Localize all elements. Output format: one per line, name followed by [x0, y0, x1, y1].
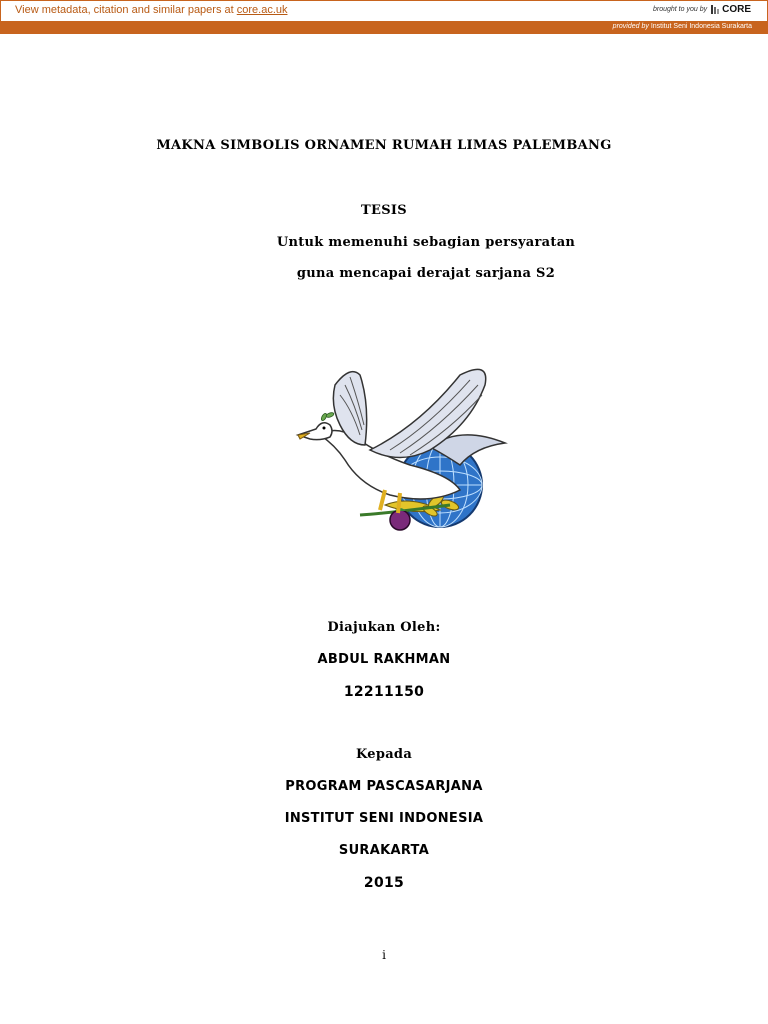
purpose-line-2: guna mencapai derajat sarjana S2 [296, 266, 556, 281]
core-link-prefix: View metadata, citation and similar papers at [15, 4, 237, 16]
city-name: SURAKARTA [338, 843, 430, 858]
core-metadata-link-text [15, 4, 288, 16]
institution-name: INSTITUT SENI INDONESIA [284, 811, 484, 826]
core-brought-by [653, 4, 751, 15]
provided-institution: Institut Seni Indonesia Surakarta [650, 23, 752, 30]
provided-by-text [613, 23, 752, 30]
submitted-by-label: Diajukan Oleh: [327, 620, 441, 635]
brought-by-text: brought to you by [653, 6, 708, 13]
core-logo-icon [710, 4, 720, 15]
bird-globe-logo-icon [290, 355, 510, 535]
core-provided-bar [0, 21, 768, 34]
core-logo[interactable] [710, 4, 751, 15]
year: 2015 [363, 875, 405, 891]
to-label: Kepada [355, 747, 413, 762]
thesis-title: MAKNA SIMBOLIS ORNAMEN RUMAH LIMAS PALEMBANG [156, 138, 612, 153]
core-ac-uk-link[interactable]: core.ac.uk [236, 4, 288, 16]
core-banner [0, 0, 768, 21]
provided-prefix: provided by [612, 23, 649, 30]
program-name: PROGRAM PASCASARJANA [285, 779, 483, 794]
institution-logo [290, 355, 510, 535]
page-number: i [382, 948, 386, 962]
author-name: ABDUL RAKHMAN [317, 652, 451, 667]
purpose-line-1: Untuk memenuhi sebagian persyaratan [276, 235, 576, 250]
document-type: TESIS [361, 203, 407, 218]
student-id: 12211150 [343, 684, 425, 700]
core-logo-text: CORE [722, 4, 751, 15]
